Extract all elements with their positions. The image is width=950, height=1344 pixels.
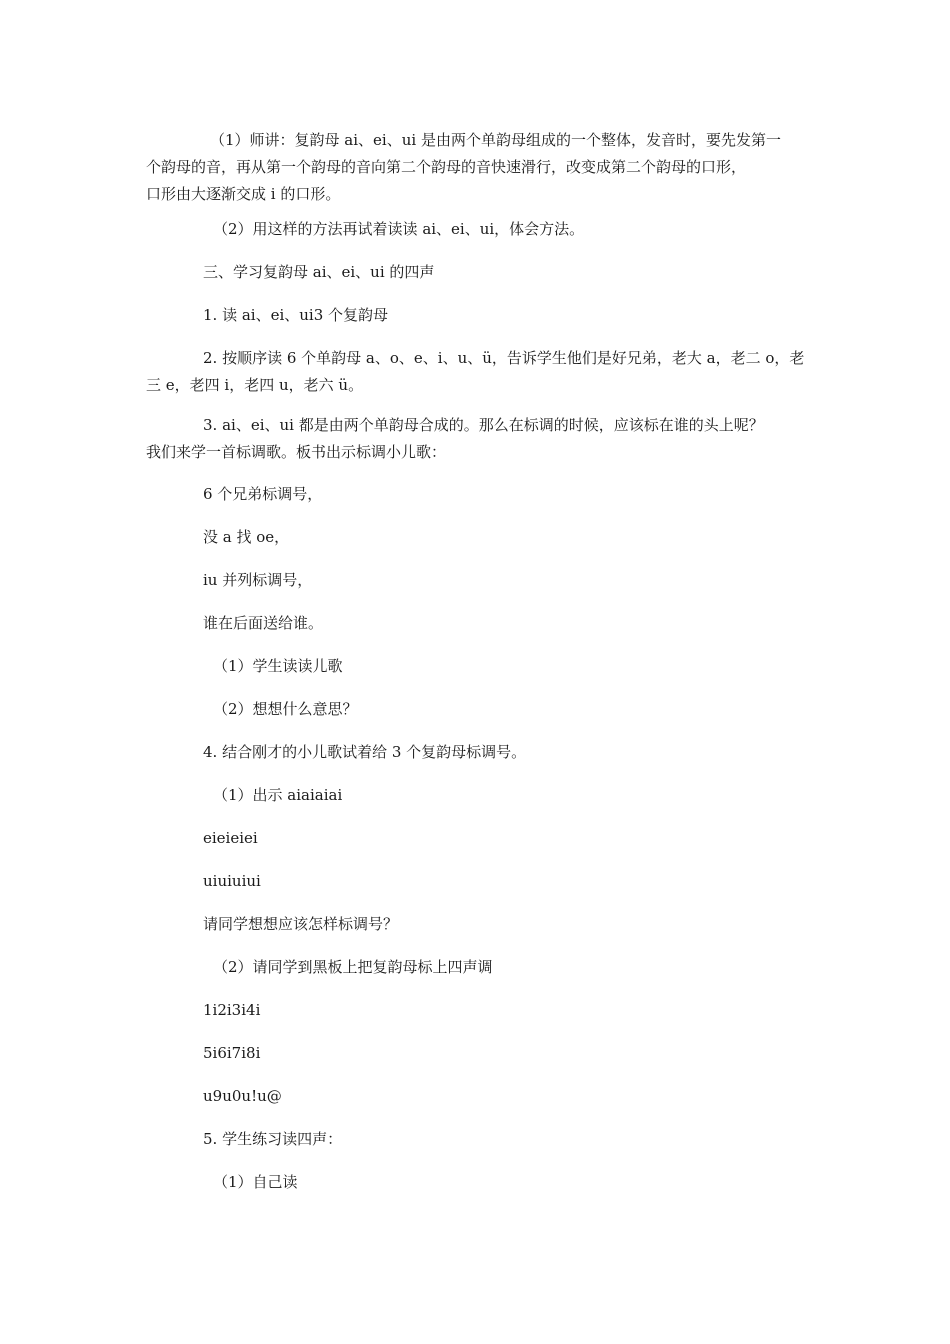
substep-think-meaning: （2）想想什么意思？ bbox=[213, 700, 358, 718]
question-how-to-mark: 请同学想想应该怎样标调号？ bbox=[203, 915, 399, 933]
text-line: 口形由大逐渐交成 i 的口形。 bbox=[146, 185, 341, 203]
step-4: 4. 结合刚才的小儿歌试着给 3 个复韵母标调号。 bbox=[203, 743, 527, 761]
paragraph-try-method: （2）用这样的方法再试着读读 ai、ei、ui，体会方法。 bbox=[213, 220, 585, 238]
step-3 bbox=[146, 412, 814, 466]
paragraph-pronunciation-explanation bbox=[146, 127, 814, 208]
text-line: 个韵母的音，再从第一个韵母的音向第二个韵母的音快速滑行，改变成第二个韵母的口形， bbox=[146, 158, 747, 176]
substep-show: （1）出示 aiaiaiai bbox=[213, 786, 343, 804]
step-1: 1. 读 ai、ei、ui3 个复韵母 bbox=[203, 306, 389, 324]
song-line-2: 没 a 找 oe， bbox=[203, 528, 290, 546]
example-eieieiei: eieieiei bbox=[203, 829, 258, 847]
tone-line-2: 5i6i7i8i bbox=[203, 1044, 261, 1062]
step-5: 5. 学生练习读四声： bbox=[203, 1130, 343, 1148]
song-line-3: iu 并列标调号， bbox=[203, 571, 313, 589]
substep-read-song: （1）学生读读儿歌 bbox=[213, 657, 343, 675]
song-line-1: 6 个兄弟标调号， bbox=[203, 485, 323, 503]
substep-self-read: （1）自己读 bbox=[213, 1173, 298, 1191]
text-line: （1）师讲：复韵母 ai、ei、ui 是由两个单韵母组成的一个整体，发音时，要先发第一 bbox=[210, 131, 781, 149]
tone-line-1: 1i2i3i4i bbox=[203, 1001, 261, 1019]
section-heading-four-tones: 三、学习复韵母 ai、ei、ui 的四声 bbox=[203, 263, 435, 281]
text-line: 我们来学一首标调歌。板书出示标调小儿歌： bbox=[146, 443, 447, 461]
text-line: 三 e，老四 i，老四 u，老六 ü。 bbox=[146, 376, 364, 394]
text-line: 3. ai、ei、ui 都是由两个单韵母合成的。那么在标调的时候，应该标在谁的头上呢？ bbox=[203, 416, 764, 434]
substep-blackboard: （2）请同学到黑板上把复韵母标上四声调 bbox=[213, 958, 493, 976]
example-uiuiuiui: uiuiuiui bbox=[203, 872, 261, 890]
song-line-4: 谁在后面送给谁。 bbox=[203, 614, 324, 632]
step-2 bbox=[146, 345, 814, 399]
tone-line-3: u9u0u!u@ bbox=[203, 1087, 282, 1105]
text-line: 2. 按顺序读 6 个单韵母 a、o、e、i、u、ü，告诉学生他们是好兄弟，老大 a，老二 o，老 bbox=[203, 349, 805, 367]
